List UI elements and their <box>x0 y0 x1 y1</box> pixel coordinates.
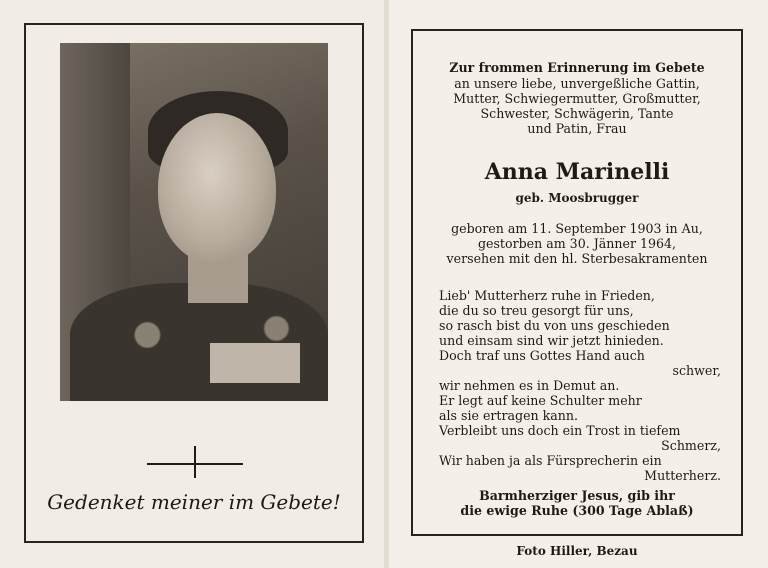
dates-block <box>411 221 743 266</box>
poem-line: Lieb' Mutterherz ruhe in Frieden, <box>439 288 655 303</box>
poem-line: Er legt auf keine Schulter mehr <box>439 393 642 408</box>
portrait-photo <box>60 43 328 401</box>
intro-line: Mutter, Schwiegermutter, Großmutter, <box>453 91 701 106</box>
poem-line: so rasch bist du von uns geschieden <box>439 318 670 333</box>
intro-line: Schwester, Schwägerin, Tante <box>480 106 674 121</box>
poem-line: Wir haben ja als Fürsprecherin ein <box>439 453 662 468</box>
photo-collar <box>210 343 300 383</box>
deceased-name: Anna Marinelli <box>484 159 670 185</box>
poem-line: schwer, <box>672 363 721 378</box>
photo-face <box>158 113 276 263</box>
poem-block <box>439 288 721 483</box>
date-line: versehen mit den hl. Sterbesakramenten <box>446 251 708 266</box>
poem-line: Doch traf uns Gottes Hand auch <box>439 348 645 363</box>
photo-credit: Foto Hiller, Bezau <box>516 544 638 558</box>
cross-icon <box>147 446 243 478</box>
closing-line: Barmherziger Jesus, gib ihr <box>479 488 675 503</box>
intro-block <box>411 76 743 136</box>
poem-line: als sie ertragen kann. <box>439 408 579 423</box>
poem-line: wir nehmen es in Demut an. <box>439 378 620 393</box>
poem-line: und einsam sind wir jetzt hinieden. <box>439 333 664 348</box>
poem-line: Schmerz, <box>661 438 721 453</box>
poem-line: Mutterherz. <box>644 468 721 483</box>
poem-line: Verbleibt uns doch ein Trost in tiefem <box>439 423 681 438</box>
motto-text: Gedenket meiner im Gebete! <box>47 490 341 514</box>
closing-line: die ewige Ruhe (300 Tage Ablaß) <box>460 503 694 518</box>
intro-line: an unsere liebe, unvergeßliche Gattin, <box>454 76 700 91</box>
date-line: geboren am 11. September 1903 in Au, <box>451 221 703 236</box>
maiden-name: geb. Moosbrugger <box>515 191 639 205</box>
closing-block <box>411 488 743 518</box>
date-line: gestorben am 30. Jänner 1964, <box>477 236 677 251</box>
poem-line: die du so treu gesorgt für uns, <box>439 303 634 318</box>
intro-line: und Patin, Frau <box>527 121 627 136</box>
heading: Zur frommen Erinnerung im Gebete <box>449 60 705 75</box>
